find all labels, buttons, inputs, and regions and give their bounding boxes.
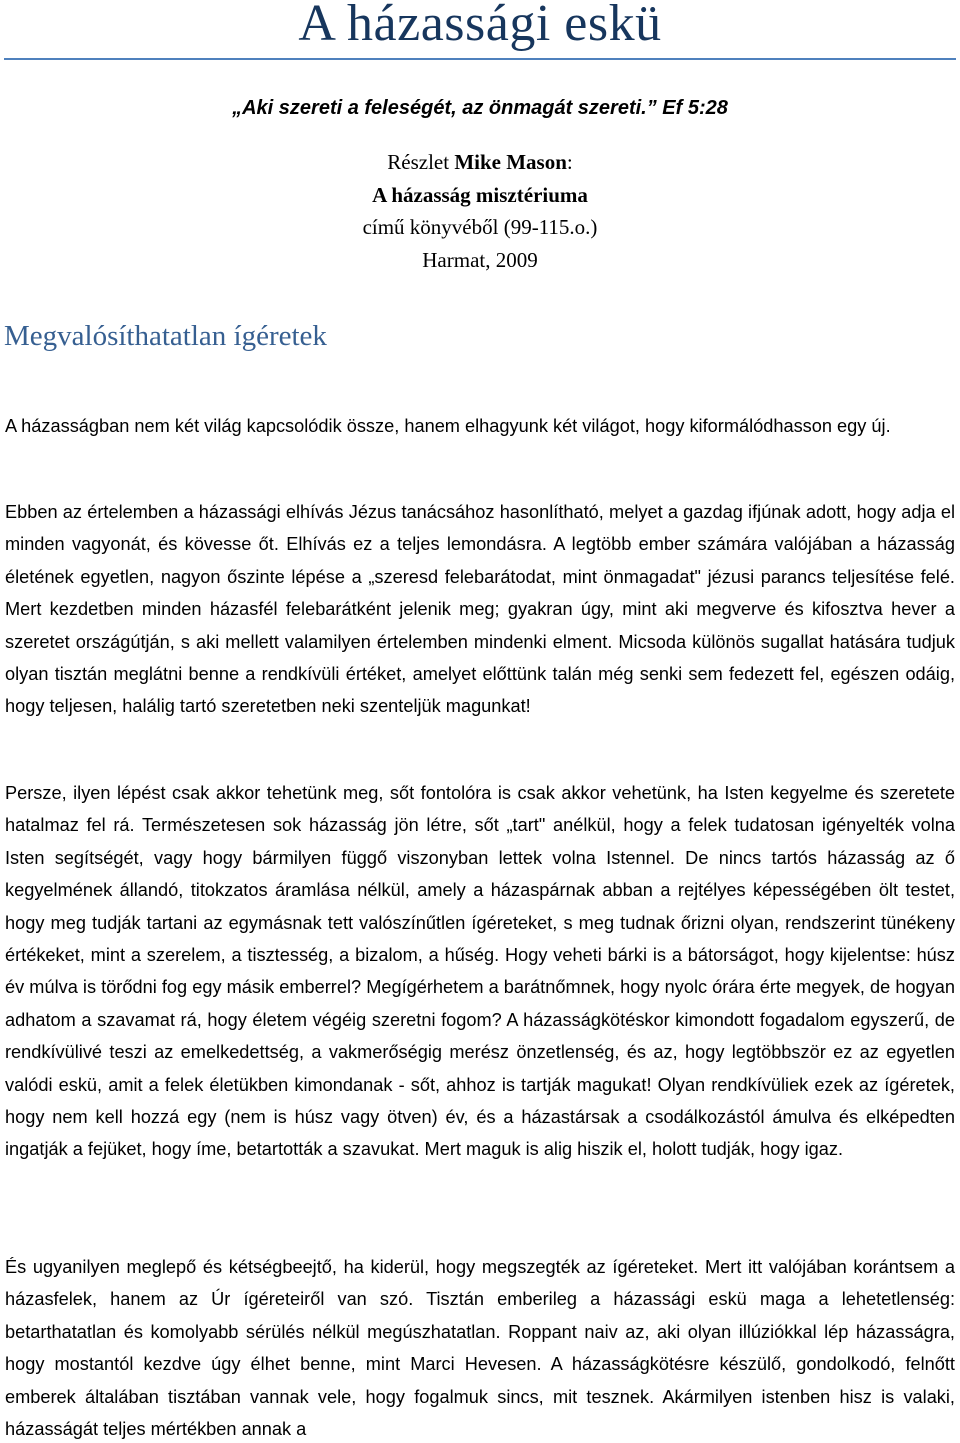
paragraph: A házasságban nem két világ kapcsolódik össze, hanem elhagyunk két világot, hogy kiformálódhasson egy új. [5, 416, 891, 436]
source-book-title: A házasság misztériuma [372, 182, 588, 207]
paragraph: Persze, ilyen lépést csak akkor tehetünk meg, sőt fontolóra is csak akkor vehetünk, ha Isten kegyelme és szeretete hatalmaz fel rá. Természetesen sok házasság jön létre, sőt „tart" anélkül, hogy a felek tudatosan igényelték volna Isten segítségét, vagy hogy bármilyen függő viszonyban lettek volna Istennel. De nincs tartós házasság az ő kegyelmének állandó, titokzatos áramlása nélkül, amely a házaspárnak abban a rejtélyes képességében ölt testet, hogy meg tudják tartani az egymásnak tett valószínűtlen ígéreteket, s meg tudnak őrizni olyan, rendszerint tünékeny értékeket, mint a szerelem, a tisztesség, a bizalom, a hűség. Hogy veheti bárki is a bátorságot, hogy kijelentse: húsz év múlva is törődni fog egy másik emberrel? Megígérhetem a barátnőmnek, hogy nyolc órára érte megyek, de hogyan adhatom a szavamat rá, hogy életem végéig szeretni fogom? A házasságkötéskor kimondott fogadalom egyszerű, de rendkívülivé teszi az emelkedettség, a vakmerőségig merész önzetlenség, és az, hogy legtöbbször ez az egyetlen valódi eskü, amit a felek életükben kimondanak - sőt, ahhoz is tartják magukat! Olyan rendkívüliek ezek az ígéretek, hogy nem kell hozzá egy (nem is húsz vagy ötven) év, és a házastársak a csodálkozástól ámulva és elképedten ingatják a fejüket, hogy íme, betartották a szavukat. Mert maguk is alig hiszik el, holott tudják, hogy igaz. [5, 783, 955, 1160]
title-underline [4, 58, 956, 60]
document-title: A házassági eskü [298, 0, 662, 52]
source-prefix: Részlet [387, 150, 455, 174]
paragraph: Ebben az értelemben a házassági elhívás Jézus tanácsához hasonlítható, melyet a gazdag ifjúnak adott, hogy adja el minden vagyonát, és kövesse őt. Elhívás ez a teljes lemondásra. A legtöbb ember számára valójában a házasság életének egyetlen, nagyon őszinte lépése a „szeresd felebarátodat, mint önmagadat" jézusi parancs teljesítése felé. Mert kezdetben minden házasfél felebarátként jelenik meg; gyakran úgy, mint aki megverve és kifosztva hever a szeretet országútján, s aki mellett valamilyen értelemben mindenki elment. Micsoda különös sugallat hatására tudjuk olyan tisztán meglátni benne a rendkívüli értéket, amelyet előttünk talán még senki sem fedezett fel, egészen odáig, hogy teljesen, halálig tartó szeretetben neki szenteljük magunkat! [5, 502, 955, 717]
source-pages: című könyvéből (99-115.o.) [362, 215, 598, 239]
source-suffix: : [566, 150, 573, 174]
section-heading: Megvalósíthatatlan ígéretek [4, 320, 327, 352]
source-line-author [0, 146, 960, 179]
motto-quote: „Aki szereti a feleségét, az önmagát szereti.” Ef 5:28 [232, 97, 728, 119]
source-author: Mike Mason [454, 150, 567, 174]
source-citation [0, 146, 960, 276]
paragraph: És ugyanilyen meglepő és kétségbeejtő, ha kiderül, hogy megszegték az ígéreteket. Mert itt valójában korántsem a házasfelek, hanem az Úr ígéreteiről van szó. Tisztán emberileg a házassági eskü maga a lehetetlenség: betarthatatlan és komolyabb sérülés nélkül megúszhatatlan. Roppant naiv az, aki olyan illúziókkal lép házasságra, hogy mostantól kezdve úgy élhet benne, mint Marci Hevesen. A házasságkötésre készülő, gondolkodó, felnőtt emberek általában tisztában vannak vele, hogy fogalmuk sincs, mit tesznek. Akármilyen istenben hisz is valaki, házasságát teljes mértékben annak a [5, 1257, 955, 1440]
source-publisher: Harmat, 2009 [422, 247, 538, 272]
